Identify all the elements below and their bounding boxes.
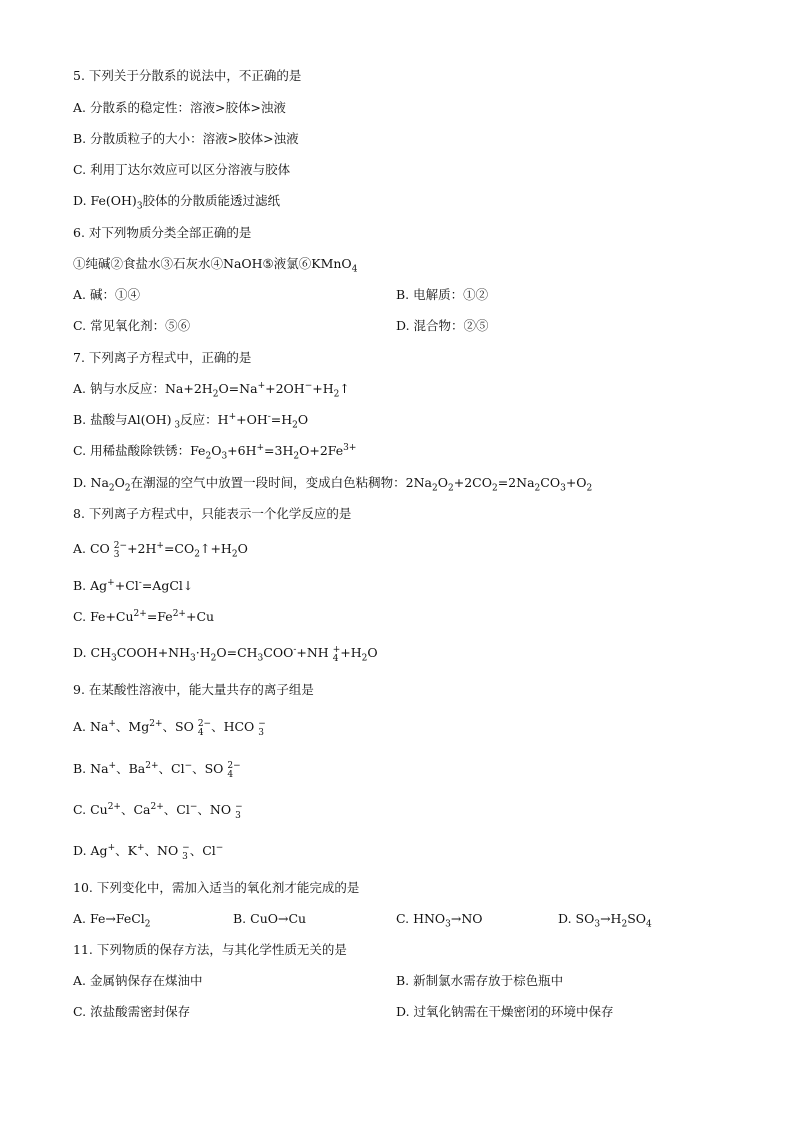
q9-option-a: A. Na+、$Mg^{2+}$、SO 2− 4 、HCO − 3	[73, 718, 266, 738]
q8-option-d: D. $CH_3COOH+NH_3\cdot H_2O=CH_3COO^-+NH$ + 4 $+H_2O$	[73, 644, 378, 664]
q11-stem: 11. 下列物质的保存方法，与其化学性质无关的是	[73, 942, 347, 957]
q7-option-a: A. 钠与水反应：$Na+2H_2O=Na^++2OH^-+H_2↑$	[73, 380, 350, 400]
q8-option-c: C. $Fe+Cu^{2+}=Fe^{2+}+Cu$	[73, 608, 215, 624]
q5-option-b: B. 分散质粒子的大小：溶液>胶体>浊液	[73, 131, 299, 146]
q7-option-d: D. $Na_2O_2$在潮湿的空气中放置一段时间，变成白色粘稠物：$2Na_2O_2+2CO_2=2Na_2CO_3+O_2$	[73, 475, 593, 494]
q10-option-a: A. Fe→FeCl$_2$	[73, 911, 151, 930]
q9-stem: 9. 在某酸性溶液中，能大量共存的离子组是	[73, 682, 314, 697]
q6-option-d: D. 混合物：②⑤	[396, 318, 489, 333]
q9-option-d: D. Ag+、K+、NO − 3 、Cl−	[73, 842, 224, 862]
q6-option-c: C. 常见氧化剂：⑤⑥	[73, 318, 191, 333]
q5-option-c: C. 利用丁达尔效应可以区分溶液与胶体	[73, 162, 291, 177]
q11-option-c: C. 浓盐酸需密封保存	[73, 1004, 191, 1019]
q10-option-d: D. $SO_3\to H_2SO_4$	[558, 911, 652, 930]
q8-option-b: B. Ag++Cl-=AgCl↓	[73, 577, 194, 593]
q10-option-b: B. CuO→Cu	[233, 911, 307, 926]
q6-substance-list: ①纯碱②食盐水③石灰水④NaOH⑤液氯⑥KMnO$_4$	[73, 256, 358, 275]
q8-option-a: A. CO 2− 3 $+2H^+=CO_2↑+H_2O$	[73, 540, 248, 560]
q7-option-b: B. 盐酸与Al(OH) $_3$反应：$H^++OH^-=H_2O$	[73, 411, 309, 431]
q7-option-c: C. 用稀盐酸除铁锈：$Fe_2O_3+6H^+=3H_2O+2Fe^{3+}$	[73, 442, 357, 462]
q7-stem: 7. 下列离子方程式中，正确的是	[73, 350, 252, 365]
q11-option-a: A. 金属钠保存在煤油中	[73, 973, 203, 988]
q6-option-b: B. 电解质：①②	[396, 287, 489, 302]
q6-option-a: A. 碱：①④	[73, 287, 140, 302]
q6-stem: 6. 对下列物质分类全部正确的是	[73, 225, 252, 240]
q10-option-c: C. $HNO_3\to NO$	[396, 911, 483, 930]
q9-option-c: C. $Cu^{2+}$、$Ca^{2+}$、Cl−、NO − 3	[73, 801, 243, 821]
q10-stem: 10. 下列变化中，需加入适当的氧化剂才能完成的是	[73, 880, 360, 895]
q11-option-d: D. 过氧化钠需在干燥密闭的环境中保存	[396, 1004, 614, 1019]
q5-stem: 5. 下列关于分散系的说法中，不正确的是	[73, 68, 302, 83]
q8-stem: 8. 下列离子方程式中，只能表示一个化学反应的是	[73, 506, 352, 521]
q5-option-d: D. $Fe(OH)_3$胶体的分散质能透过滤纸	[73, 193, 281, 212]
q9-option-b: B. Na+、$Ba^{2+}$、Cl−、SO 2− 4	[73, 760, 241, 780]
q11-option-b: B. 新制氯水需存放于棕色瓶中	[396, 973, 564, 988]
q5-option-a: A. 分散系的稳定性：溶液>胶体>浊液	[73, 100, 286, 115]
